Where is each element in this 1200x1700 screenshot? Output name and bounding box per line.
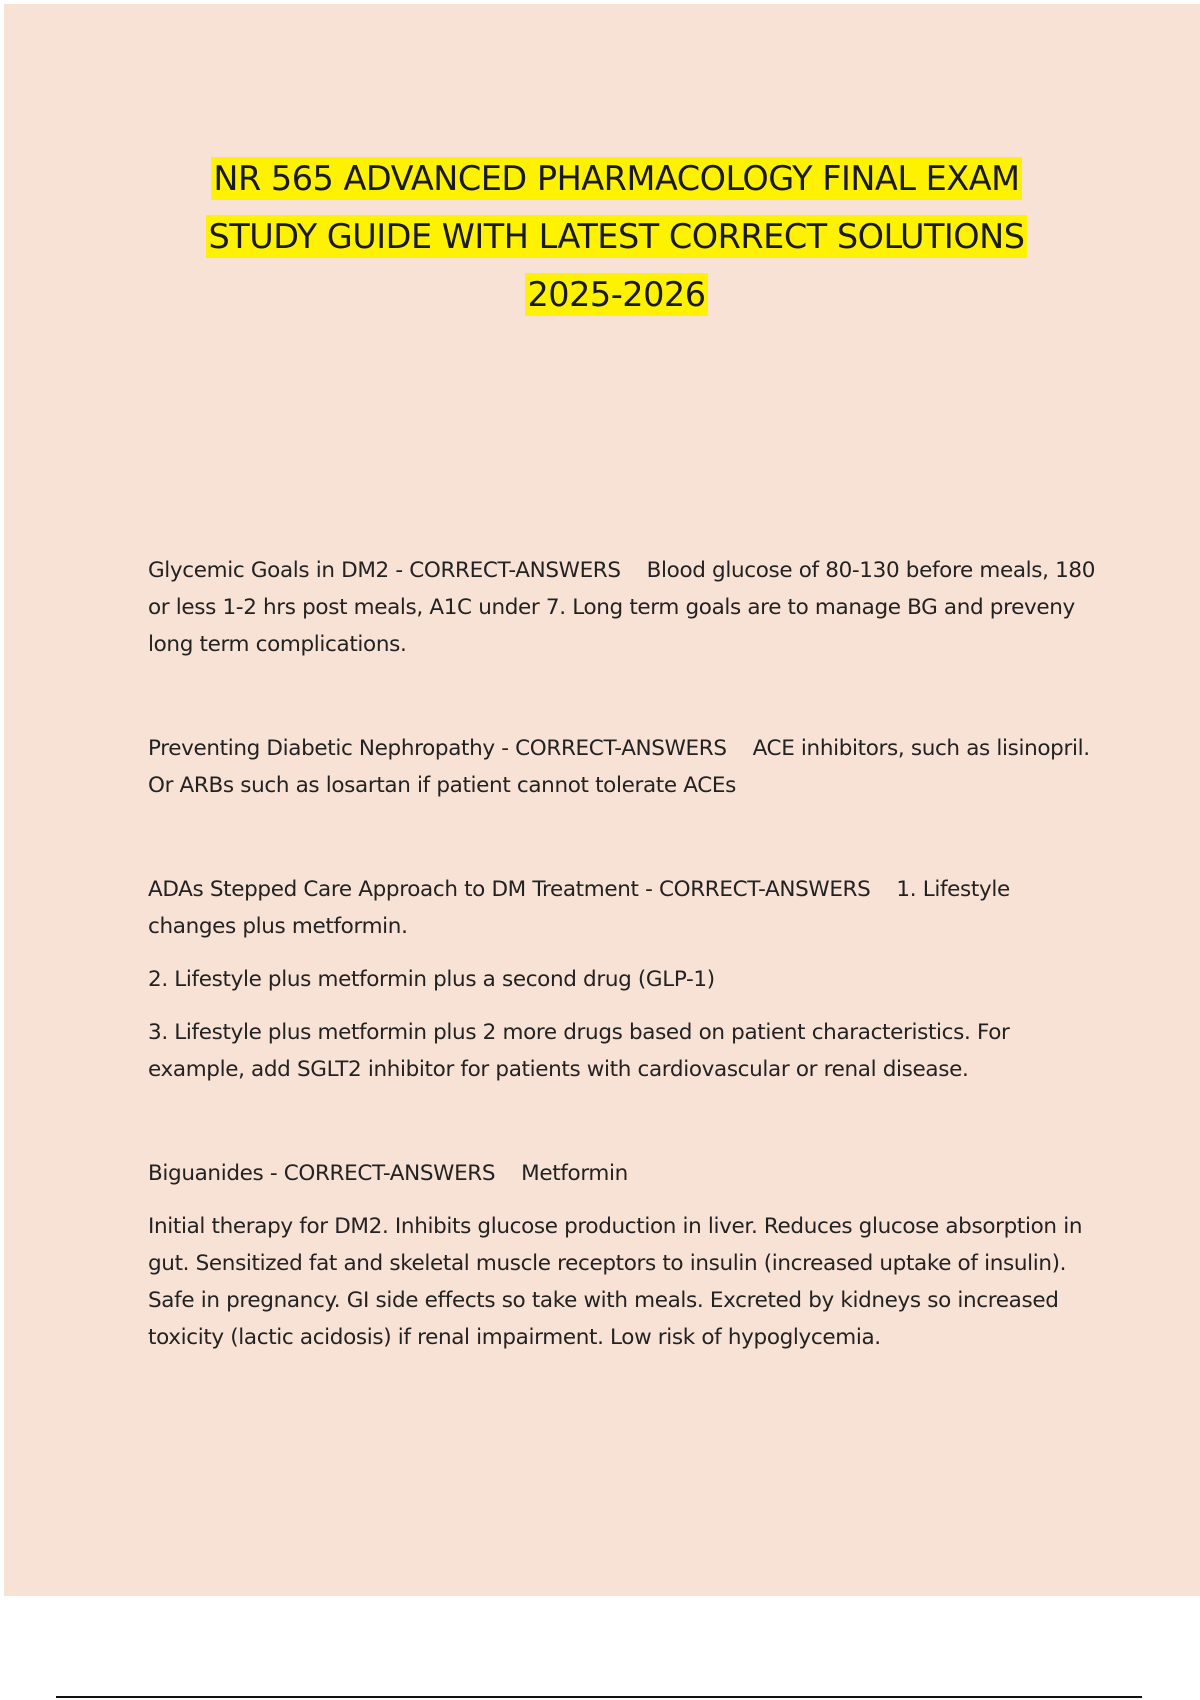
entry-term: ADAs Stepped Care Approach to DM Treatment - CORRECT-ANSWERS xyxy=(148,877,871,902)
title-line: NR 565 ADVANCED PHARMACOLOGY FINAL EXAM xyxy=(213,159,1020,198)
entry-biguanides xyxy=(148,1155,1098,1192)
entry-answer: Metformin xyxy=(521,1161,628,1186)
footer-divider xyxy=(56,1696,1142,1698)
entry-stepped-care xyxy=(148,871,1098,945)
entry-diabetic-nephropathy xyxy=(148,730,1098,804)
study-guide-content xyxy=(148,552,1098,1356)
entry-term: Preventing Diabetic Nephropathy - CORRECT-ANSWERS xyxy=(148,736,727,761)
entry-term: Biguanides - CORRECT-ANSWERS xyxy=(148,1161,496,1186)
entry-glycemic-goals xyxy=(148,552,1098,663)
document-title xyxy=(0,150,1200,324)
entry-term: Glycemic Goals in DM2 - CORRECT-ANSWERS xyxy=(148,558,621,583)
entry-answer: 1. Lifestyle changes plus metformin. xyxy=(148,877,1010,939)
entry-step-item: 2. Lifestyle plus metformin plus a second drug (GLP-1) xyxy=(148,967,715,992)
entry-answer: ACE inhibitors, such as lisinopril. Or ARBs such as losartan if patient cannot tolerate ACEs xyxy=(148,736,1090,798)
title-line: STUDY GUIDE WITH LATEST CORRECT SOLUTIONS xyxy=(208,217,1025,256)
entry-answer: Blood glucose of 80-130 before meals, 180 or less 1-2 hrs post meals, A1C under 7. Long term goals are to manage BG and preveny long term complications. xyxy=(148,558,1096,657)
entry-step-item: 3. Lifestyle plus metformin plus 2 more drugs based on patient characteristics. For example, add SGLT2 inhibitor for patients with cardiovascular or renal disease. xyxy=(148,1020,1010,1082)
title-line: 2025-2026 xyxy=(527,275,706,314)
entry-detail: Initial therapy for DM2. Inhibits glucose production in liver. Reduces glucose absorption in gut. Sensitized fat and skeletal muscle receptors to insulin (increased uptake of insulin). Safe in pregnancy. GI side effects so take with meals. Excreted by kidneys so increased toxicity (lactic acidosis) if renal impairment. Low risk of hypoglycemia. xyxy=(148,1214,1083,1350)
